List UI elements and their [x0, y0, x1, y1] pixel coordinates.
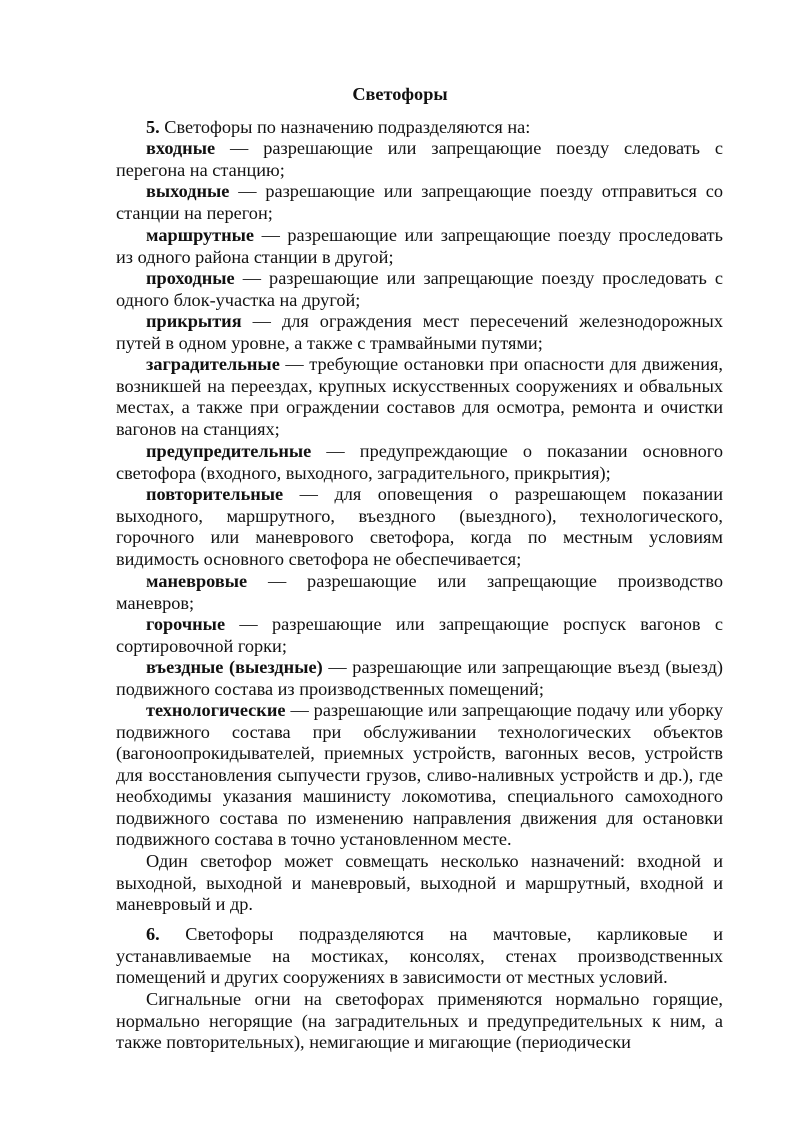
- definition-term: повторительные: [146, 484, 284, 504]
- paragraph-text: Светофоры по назначению подразделяются на:: [159, 117, 531, 137]
- definition-text: — разрешающие или запрещающие поезду проследовать с одного блок-участка на другой;: [116, 268, 723, 310]
- paragraph: [116, 851, 723, 916]
- paragraph-number: 5.: [146, 117, 160, 137]
- definition-term: выходные: [146, 181, 230, 201]
- definition-item: [116, 138, 723, 181]
- definition-item: [116, 311, 723, 354]
- definition-text: — разрешающие или запрещающие въезд (выезд) подвижного состава из производственных помещений;: [116, 657, 723, 699]
- definition-text: — разрешающие или запрещающие поезду отправиться со станции на перегон;: [116, 181, 723, 223]
- definition-term: предупредительные: [146, 441, 312, 461]
- definition-item: [116, 225, 723, 268]
- definition-term: горочные: [146, 614, 226, 634]
- paragraph: [116, 924, 723, 989]
- paragraph-text: Сигнальные огни на светофорах применяются нормально горящие, нормально негорящие (на заградительных и предупредительных к ним, а также повторительных), немигающие и мигающие (периодически: [116, 989, 723, 1052]
- page-title: Светофоры: [352, 84, 448, 104]
- definition-term: прикрытия: [146, 311, 242, 331]
- definition-text: — разрешающие или запрещающие поезду проследовать из одного района станции в другой;: [116, 225, 723, 267]
- definition-term: заградительные: [146, 354, 280, 374]
- definition-term: технологические: [146, 700, 286, 720]
- definition-text: — разрешающие или запрещающие производство маневров;: [116, 571, 723, 613]
- paragraph-number: 6.: [146, 924, 160, 944]
- paragraph-text: Один светофор может совмещать несколько назначений: входной и выходной, выходной и маневровый, выходной и маршрутный, входной и маневровый и др.: [116, 851, 723, 914]
- definition-text: — разрешающие или запрещающие подачу или уборку подвижного состава при обслуживании технологических объектов (вагоноопрокидывателей, приемных устройств, вагонных весов, устройств для восстановления сыпучести грузов, сливо-наливных устройств и др.), где необходимы указания машинисту локомотива, специального самоходного подвижного состава по изменению направления движения для остановки подвижного состава в точно установленном месте.: [116, 700, 723, 849]
- paragraph: [116, 989, 723, 1054]
- definition-item: [116, 181, 723, 224]
- paragraph: [116, 117, 723, 139]
- definition-text: — разрешающие или запрещающие поезду следовать с перегона на станцию;: [116, 138, 723, 180]
- definition-text: — требующие остановки при опасности для движения, возникшей на переездах, крупных искусственных сооружениях и обвальных местах, а также при ограждении составов для осмотра, ремонта и очистки вагонов на станциях;: [116, 354, 723, 439]
- definition-term: маршрутные: [146, 225, 255, 245]
- definition-item: [116, 657, 723, 700]
- definition-item: [116, 354, 723, 440]
- definition-text: — для ограждения мест пересечений железнодорожных путей в одном уровне, а также с трамвайными путями;: [116, 311, 723, 353]
- definition-item: [116, 700, 723, 851]
- definition-term: проходные: [146, 268, 235, 288]
- definition-term: маневровые: [146, 571, 248, 591]
- definition-term: входные: [146, 138, 216, 158]
- paragraph-text: Светофоры подразделяются на мачтовые, карликовые и устанавливаемые на мостиках, консолях, стенах производственных помещений и других сооружениях в зависимости от местных условий.: [116, 924, 723, 987]
- definition-item: [116, 484, 723, 570]
- definition-text: — предупреждающие о показании основного светофора (входного, выходного, заградительного, прикрытия);: [116, 441, 723, 483]
- definition-item: [116, 614, 723, 657]
- definition-text: — разрешающие или запрещающие роспуск вагонов с сортировочной горки;: [116, 614, 723, 656]
- definition-item: [116, 268, 723, 311]
- definition-text: — для оповещения о разрешающем показании выходного, маршрутного, въездного (выездного), технологического, горочного или маневрового светофора, когда по местным условиям видимость основного светофора не обеспечивается;: [116, 484, 723, 569]
- definition-term: въездные (выездные): [146, 657, 323, 677]
- definition-item: [116, 441, 723, 484]
- definition-item: [116, 571, 723, 614]
